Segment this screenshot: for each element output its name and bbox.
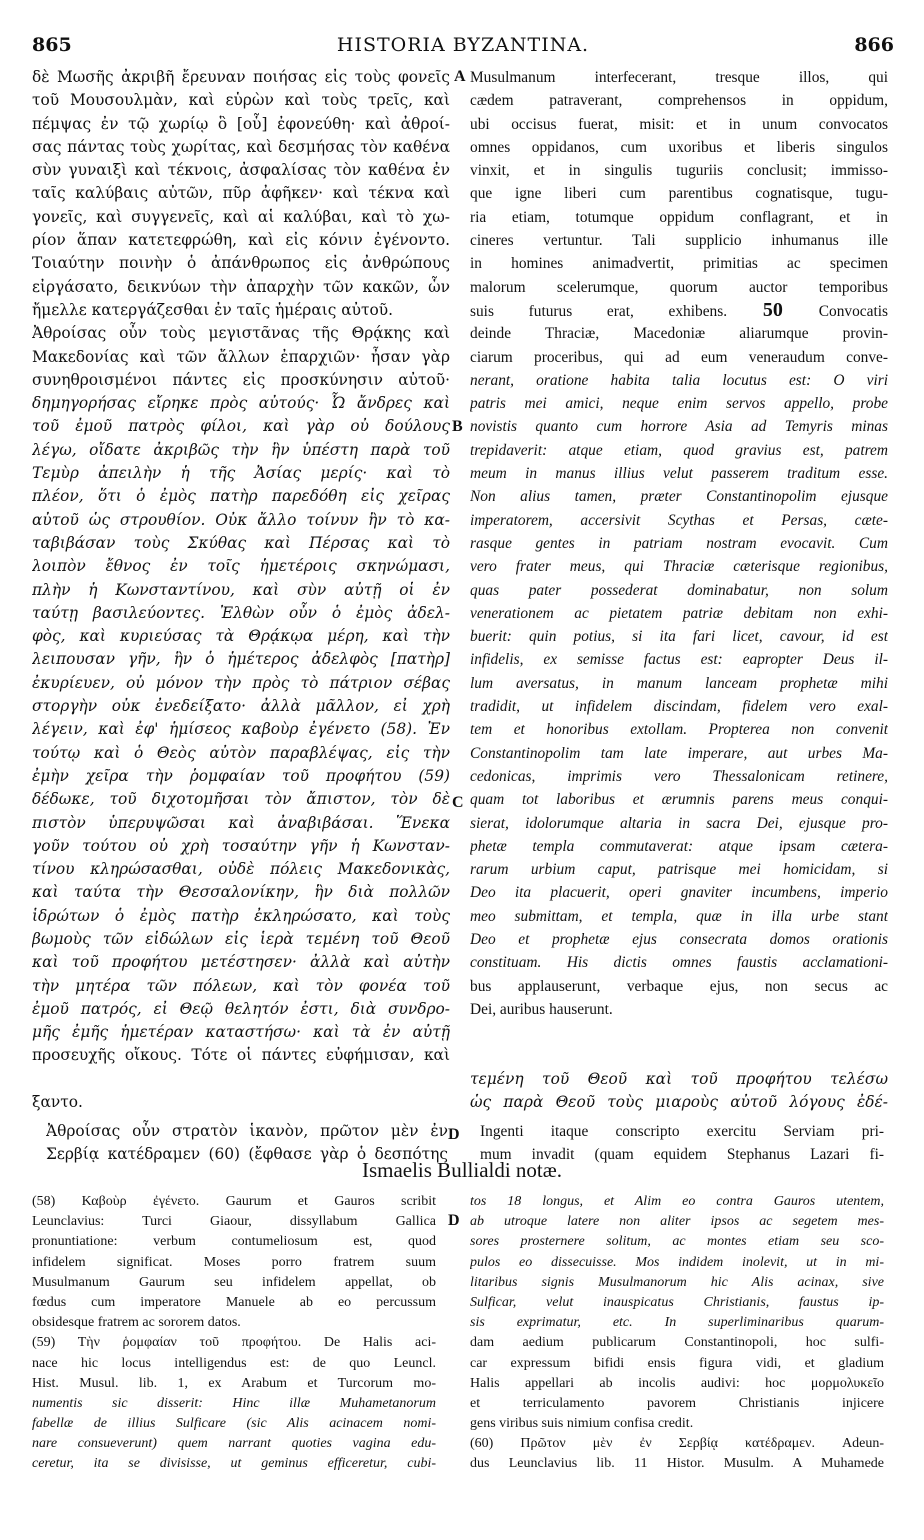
text-line: Musulmanum interfecerant, tresque illos, qui	[470, 69, 888, 86]
text-line: πλέον, ὅτι ὁ ἐμὸς πατὴρ παρεδόθη εἰς χεῖρας	[32, 487, 450, 506]
greek-continuation-end	[32, 1091, 132, 1114]
text-line: (58) Καβοὺρ ἐγένετο. Gaurum et Gauros scribit	[32, 1194, 436, 1209]
text-line: mum invadit (quam equidem Stephanus Lazari fi-	[480, 1146, 884, 1164]
text-line: εἰργάσατο, δεικνύων τὴν ἀπαρχὴν τῶν κακῶν, ὧν	[32, 277, 450, 296]
text-line: gens viribus suis nimium confisa credit.	[470, 1416, 694, 1432]
notes-title: Ismaelis Bullialdi notæ.	[361, 1158, 563, 1182]
text-line: Musulmanum Gaurum seu infidelem appellat, ob	[32, 1274, 436, 1290]
text-line: venerationem ac pietatem patriæ debitam non exhi-	[470, 604, 888, 622]
running-header	[32, 34, 894, 60]
text-line: προσευχῆς οἴκους. Τότε οἱ πάντες εὐφήμισαν, καὶ	[32, 1046, 450, 1065]
text-line: vinxit, et in singulis tuguriis conclusit; immisso-	[470, 162, 888, 180]
text-line: vero frater meus, qui Thraciæ cæterisque regionibus,	[470, 558, 888, 576]
text-line: τίνου κληρώσασθαι, οὐδὲ πόλεις Μακεδονικὰς,	[32, 860, 450, 879]
text-line: ria etiam, totumque oppidum conflagrant, et in	[470, 208, 888, 226]
text-line: ἤμελλε κατεργάζεσθαι ἐν ταῖς ἡμέραις αὐτοῦ.	[32, 300, 394, 319]
text-line: imperatorem, accersivit Scythas et Persas, cæte-	[470, 511, 888, 529]
text-line: Constantinopolim tam late imperare, aut urbes Ma-	[470, 744, 888, 762]
text-line: Ἀθροίσας οὖν τοὺς μεγιστᾶνας τῆς Θρᾴκης καὶ	[32, 324, 450, 343]
page-number-right: 866	[854, 34, 894, 56]
margin-letter-a: A	[454, 68, 466, 85]
text-line: βωμοὺς τῶν εἰδώλων εἰς ἱερὰ τεμένη τοῦ Θεοῦ	[32, 929, 450, 948]
text-line: Σερβίᾳ κατέδραμεν (60) (ἔφθασε γὰρ ὁ δεσπότης	[46, 1145, 448, 1164]
text-line: ἐκυρίευεν, οὐ μόνον τὴν πρὸς τὸ πάτριον σέβας	[32, 673, 450, 692]
text-line: ταβιβάσαν τοὺς Σκύθας καὶ Πέρσας καὶ τὸ	[32, 533, 450, 552]
text-line: fœdus cum imperatore Manuele ab eo percussum	[32, 1294, 436, 1310]
text-line: sis exprimatur, etc. In superliminaribus quarum-	[470, 1315, 884, 1331]
margin-letter-d-notes: D	[448, 1212, 460, 1229]
text-line: ρίον ἅπαν κατετεφρώθη, καὶ εἰς κόνιν ἐγένοντο.	[32, 231, 450, 250]
margin-letter-b: B	[452, 418, 463, 435]
text-line: rarum urbium caput, patrisque mei homicidam, si	[470, 861, 888, 879]
text-line: φὸς, καὶ κυριεύσας τὰ Θρᾴκῳα μέρη, καὶ τὴν	[32, 627, 450, 646]
text-line: car expressum bifidi ensis figura vidi, et gladium	[470, 1355, 884, 1371]
text-line: μῆς ἐμῆς ἡμετέραν καταστήσω· καὶ τὰ ἐν αὐτῇ	[32, 1023, 450, 1042]
text-line: Sulficar, velut inauspicatus Christianis, faustus ip-	[470, 1294, 884, 1310]
text-line: in homines animadvertit, primitias ac specimen	[470, 255, 888, 273]
text-line: γοῦν τούτου οὐ χρὴ τοσαύτην γῆν ἡ Κωνσταν-	[32, 836, 450, 855]
text-line: σὺν γυναιξὶ καὶ τέκνοις, ἀσφαλίσας τὸν καθένα ἐν	[32, 161, 450, 180]
text-line: λέγειν, καὶ ἐφ' ἡμίσεος καβοὺρ ἐγένετο (58). Ἐν	[32, 720, 450, 739]
text-line: trepidaverit: atque etiam, quod gravius est, patrem	[470, 441, 888, 459]
text-line: Ingenti itaque conscripto exercitu Serviam pri-	[480, 1123, 884, 1140]
text-line: obsidesque fratrem ac sororem datos.	[32, 1315, 241, 1331]
text-line: dus Leunclavius lib. 11 Histor. Musulm. A Muhamede	[470, 1456, 884, 1472]
text-line: στοργὴν οὐκ ἐνεδείξατο· ἀλλὰ μᾶλλον, εἰ χρὴ	[32, 697, 450, 716]
text-line: tem et honoribus extollam. Propterea non convenit	[470, 721, 888, 739]
text-line: Τεμὺρ ἀπειλὴν ἡ τῆς Ἀσίας μερίς· καὶ τὸ	[32, 464, 450, 483]
text-line: τοῦ ἐμοῦ πατρὸς φίλοι, καὶ γὰρ οὐ δούλους	[32, 417, 450, 436]
text-line: γονεῖς, καὶ συγγενεῖς, καὶ αἱ καλύβαι, καὶ τὸ χω-	[32, 207, 450, 226]
text-line: sores prosternere solitum, ac montes etiam seu sco-	[470, 1234, 884, 1250]
text-line: πιστὸν ὑπερυψῶσαι καὶ ἀναβιβάσαι. Ἕνεκα	[32, 813, 450, 832]
margin-letter-c: C	[452, 794, 464, 811]
text-line: συνηθροισμένοι πάντες εἰς προσκύνησιν αὐτοῦ·	[32, 370, 450, 389]
text-line: δημηγορήσας εἴρηκε πρὸς αὐτούς· Ὦ ἄνδρες καὶ	[32, 394, 450, 413]
text-line: numentis sic disserit: Hinc illæ Muhametanorum	[32, 1395, 436, 1411]
text-line: καὶ τοῦ προφήτου μετέστησεν· ἀλλὰ καὶ αὐτὴν	[32, 953, 450, 972]
margin-letter-d: D	[448, 1126, 460, 1143]
text-line: σας πάντας τοὺς χωρίτας, καὶ δεσμήσας τὸν καθένα	[32, 137, 450, 156]
text-line: quas pater possederat dominabatur, non solum	[470, 581, 888, 599]
text-line: meum in manus illius velut passerem traditum esse.	[470, 465, 888, 483]
text-line: nare consueverunt) quem narrant quoties vagina edu-	[32, 1436, 436, 1452]
greek-column	[32, 66, 450, 1068]
text-line: que igne liberi cum parentibus cognatisque, tugu-	[470, 185, 888, 203]
text-line: quam tot laboribus et ærumnis parens meus conqui-	[470, 791, 888, 809]
text-line: pronuntiatione: verbum contumeliosum est, quod	[32, 1234, 436, 1250]
text-line: ἱδρώτων ὁ ἐμὸς πατὴρ ἐκληρώσατο, καὶ τοὺς	[32, 906, 450, 925]
text-line: cineres vertuntur. Tali supplicio inhumanus ille	[470, 232, 888, 250]
text-line: buerit: quin potius, si ita fari licet, cavour, id est	[470, 628, 888, 646]
text-line: ab utroque latere non aliter ipsos ac segetem mes-	[470, 1214, 884, 1230]
text-line: fabellæ de illius Sulficare (sic Alis acinacem nomi-	[32, 1416, 436, 1432]
text-line: rasque gentes in patriam nostram evocavit. Cum	[470, 534, 888, 552]
text-line: phetæ templa commutaverat: atque ipsam cætera-	[470, 837, 888, 855]
text-line: (60) Πρῶτον μὲν ἐν Σερβίᾳ κατέδραμεν. Adeun-	[470, 1436, 884, 1452]
text-line: malorum scelerumque, quorum auctor temporibus	[470, 278, 888, 296]
text-line: ubi occisus fuerat, misit: et in unum convocatos	[470, 115, 888, 133]
text-line: lum aversatus, in manum lanceam prophetæ mihi	[470, 674, 888, 692]
text-line: nerant, oratione habita talia locutus est: O viri	[470, 371, 888, 389]
page-number-left: 865	[32, 34, 72, 56]
greek-continuation	[470, 1068, 888, 1115]
text-line: cedonicas, imprimis vero Thessalonicam retinere,	[470, 767, 888, 785]
text-line: constituam. His dictis omnes faustis acclamationi-	[470, 954, 888, 972]
text-line: dam aedium publicarum Constantinopoli, hoc sulfi-	[470, 1335, 884, 1351]
text-line: αὐτοῦ ὡς στρουθίον. Οὐκ ἄλλο τοίνυν ἢν τὸ κα-	[32, 510, 450, 529]
notes-left-column	[32, 1192, 436, 1475]
text-line: infidelem significat. Moses porro fratrem suum	[32, 1254, 436, 1270]
text-line: τεμένη τοῦ Θεοῦ καὶ τοῦ προφήτου τελέσω	[470, 1069, 888, 1088]
text-line: Dei, auribus hauserunt.	[470, 1000, 613, 1018]
text-line: ταῖς καλύβαις αὐτῶν, πῦρ ἀφῆκεν· καὶ τέκνα καὶ	[32, 184, 450, 203]
text-line: λέγω, οἴδατε ἀκριβῶς τὴν ἣν ὑπέστη παρὰ τοῦ	[32, 440, 450, 459]
notes-right-column	[470, 1192, 884, 1475]
text-line: nace hic locus intelligendus est: de quo Leuncl.	[32, 1355, 436, 1371]
text-line	[470, 299, 888, 322]
text-line: Τοιαύτην ποινὴν ὁ ἀπάνθρωπος εἰς ἀνθρώπους	[32, 254, 450, 273]
text-line: tradidit, ut infidelem discindam, fidelem vero exal-	[470, 698, 888, 716]
text-line: meo submittam, et templa, quæ in illa urbe stant	[470, 907, 888, 925]
text-line: τούτῳ καὶ ὁ Θεὸς αὐτὸν παραβλέψας, εἰς τὴν	[32, 743, 450, 762]
text-line: Halis appellari ab incolis audivi: hoc μορμολυκεῖο	[470, 1375, 884, 1391]
text-line: Hist. Musul. lib. 1, ex Arabum et Turcorum mo-	[32, 1375, 436, 1391]
text-line: novistis quanto cum horrore Asia ad Temyris minas	[470, 418, 888, 436]
section-number: 50	[727, 298, 819, 321]
latin-column	[470, 66, 888, 1021]
text-line: τοῦ Μουσουλμὰν, καὶ εὑρὼν καὶ τοὺς τρεῖς, καὶ	[32, 91, 450, 110]
text-line: sierat, idolorumque altaria in sacra Dei, ejusque pro-	[470, 814, 888, 832]
text-line: Deo ita placuerit, operi gnaviter incumbens, imperio	[470, 884, 888, 902]
text-line: δὲ Μωσῆς ἀκριβῆ ἔρευναν ποιήσας εἰς τοὺς φονεῖς	[32, 68, 450, 86]
text-line: Non alius tamen, præter Constantinopolim ejusque	[470, 488, 888, 506]
text-line: ταύτῃ βασιλεύοντες. Ἐλθὼν οὖν ὁ ἐμὸς ἀδελ-	[32, 603, 450, 622]
text-line: λειπουσαν γῆν, ἣν ὁ ἡμέτερος ἀδελφὸς [πατὴρ]	[32, 650, 450, 669]
text-line: et terriculamento pavorem Christianis injicere	[470, 1395, 884, 1411]
text-line: pulos eo dissecuisse. Mos indidem inolevit, ut in mi-	[470, 1254, 884, 1270]
text-line: litaribus signis Musulmanorum hic Alis acinax, sive	[470, 1274, 884, 1290]
text-line: πέμψας ἐν τῷ χωρίῳ ὃ [οὗ] ἐφονεύθη· καὶ ἀθροί-	[32, 114, 450, 133]
text-line: patris mei amici, neque enim servos appello, probe	[470, 395, 888, 413]
text-line: ξαντο.	[32, 1093, 83, 1112]
text-span: Convocatis	[818, 302, 888, 320]
text-line: ἐμοῦ πατρός, εἰ Θεῷ θελητόν ἐστι, διὰ συνδρο-	[32, 999, 450, 1018]
running-title: HISTORIA BYZANTINA.	[336, 34, 590, 56]
text-line: Leunclavius: Turci Giaour, dissyllabum Gallica	[32, 1214, 436, 1230]
text-line: deinde Thraciæ, Macedoniæ aliarumque provin-	[470, 325, 888, 343]
text-line: δέδωκε, τοῦ διχοτομῆσαι τὸν ἄπιστον, τὸν δὲ	[32, 790, 450, 809]
text-line: omnes oppidanos, cum uxoribus et liberis singulos	[470, 138, 888, 156]
text-line: tos 18 longus, et Alim eo contra Gauros utentem,	[470, 1194, 884, 1209]
text-line: cædem patraverant, comprehensos in oppidum,	[470, 92, 888, 110]
text-line: ciarum proceribus, qui ad eum veneraudum conve-	[470, 348, 888, 366]
text-line: ἐμὴν χεῖρα τὴν ῥομφαίαν τοῦ προφήτου (59)	[32, 766, 450, 785]
text-line: Μακεδονίας καὶ τῶν ἄλλων ἐπαρχιῶν· ἦσαν γὰρ	[32, 347, 450, 366]
text-span: suis futurus erat, exhibens.	[470, 302, 728, 320]
text-line: ὡς παρὰ Θεοῦ τοὺς μιαροὺς αὐτοῦ λόγους ἐδέ-	[470, 1093, 888, 1112]
text-line: ceretur, ita se divisisse, ut geminus efficeretur, cubi-	[32, 1456, 436, 1472]
text-line: Ἀθροίσας οὖν στρατὸν ἱκανὸν, πρῶτον μὲν ἐν	[46, 1122, 448, 1140]
text-line: λοιπὸν ἔθνος ἐν τοῖς ἡμετέροις σκηνώμασι,	[32, 557, 450, 576]
text-line: infidelis, ex semisse factus est: eapropter Deus il-	[470, 651, 888, 669]
text-line: πλὴν ἡ Κωνσταντίνου, καὶ σὺν αὐτῇ οἱ ἐν	[32, 580, 450, 599]
text-line: (59) Τὴν ῥομφαίαν τοῦ προφήτου. De Halis aci-	[32, 1335, 436, 1351]
text-line: bus applauserunt, verbaque ejus, non secus ac	[470, 977, 888, 995]
text-line: καὶ ταύτα τὴν Θεσσαλονίκην, ἣν διὰ πολλῶν	[32, 883, 450, 902]
text-line: Deo et prophetæ ejus consecrata domos orationis	[470, 930, 888, 948]
text-line: τὴν μητέρα τῶν πόλεων, καὶ τὸν φονέα τοῦ	[32, 976, 450, 995]
